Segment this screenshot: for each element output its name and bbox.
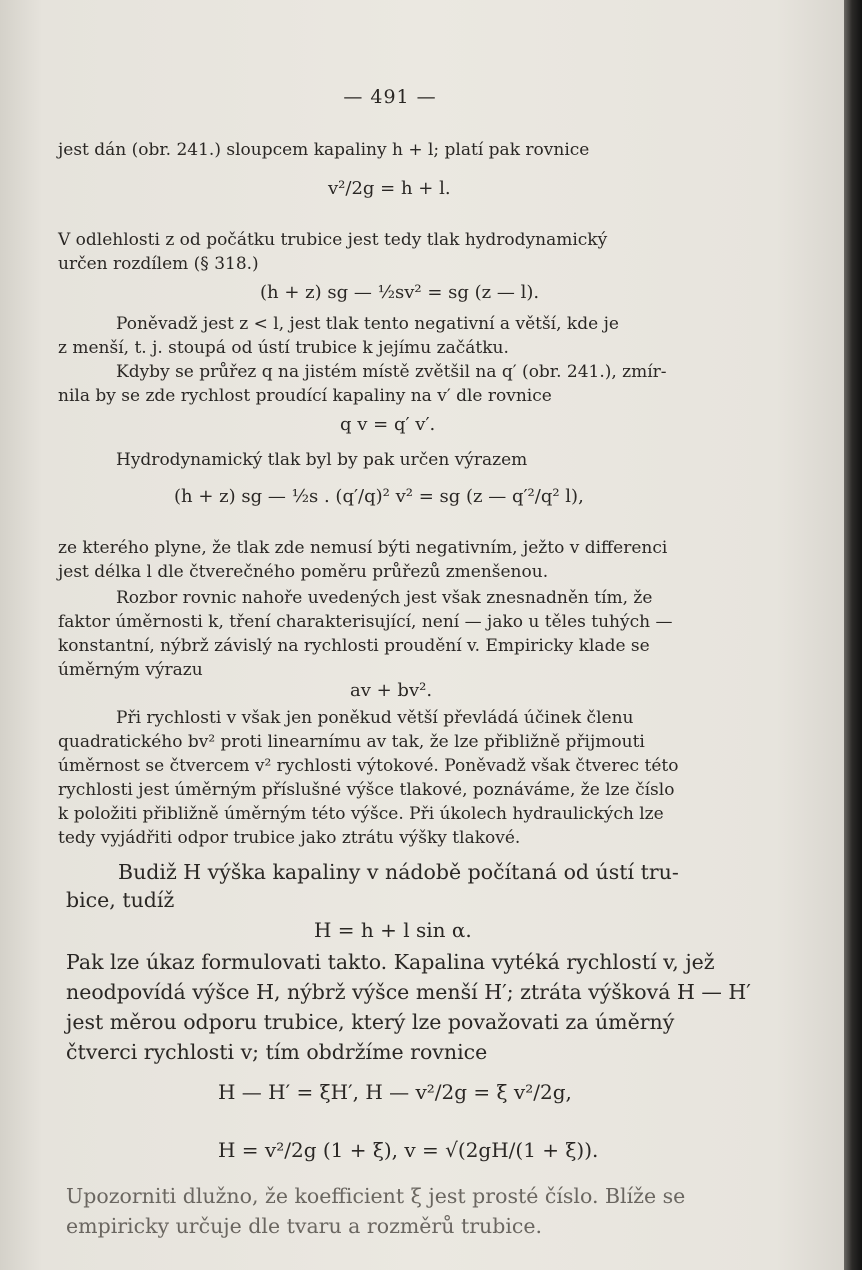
equation: v²/2g = h + l. [328, 178, 451, 199]
text-line: quadratického bv² proti linearnímu av tak, že lze přibližně přijmouti [58, 732, 645, 752]
page-number: — 491 — [343, 86, 437, 108]
equation: H — H′ = ξH′, H — v²/2g = ξ v²/2g, [218, 1080, 572, 1104]
text-line: Poněvadž jest z < l, jest tlak tento negativní a větší, kde je [116, 314, 619, 334]
text-line: Hydrodynamický tlak byl by pak určen výrazem [116, 450, 528, 470]
text-line: rychlosti jest úměrným příslušné výšce tlakové, poznáváme, že lze číslo [58, 780, 675, 800]
text-line: nila by se zde rychlost proudící kapaliny na v′ dle rovnice [58, 386, 552, 406]
text-line: Budiž H výška kapaliny v nádobě počítaná od ústí tru- [118, 860, 679, 884]
text-line: faktor úměrnosti k, tření charakterisující, není — jako u těles tuhých — [58, 612, 673, 632]
text-line: jest měrou odporu trubice, který lze považovati za úměrný [66, 1010, 675, 1034]
text-line: z menší, t. j. stoupá od ústí trubice k jejímu začátku. [58, 338, 509, 358]
text-line: neodpovídá výšce H, nýbrž výšce menší H′; ztráta výšková H — H′ [66, 980, 751, 1004]
text-line: jest dán (obr. 241.) sloupcem kapaliny h + l; platí pak rovnice [58, 140, 590, 160]
text-line: Kdyby se průřez q na jistém místě zvětšil na q′ (obr. 241.), zmír- [116, 362, 667, 382]
text-line: Při rychlosti v však jen poněkud větší převládá účinek členu [116, 708, 634, 728]
text-line: Pak lze úkaz formulovati takto. Kapalina vytéká rychlostí v, jež [66, 950, 715, 974]
text-line: V odlehlosti z od počátku trubice jest tedy tlak hydrodynamický [58, 230, 608, 250]
text-line: empiricky určuje dle tvaru a rozměrů trubice. [66, 1214, 543, 1238]
text-line: úměrným výrazu [58, 660, 203, 680]
equation: (h + z) sg — ½s . (q′/q)² v² = sg (z — q′²/q² l), [174, 486, 584, 507]
equation: av + bv². [350, 680, 433, 701]
text-line: jest délka l dle čtverečného poměru průřezů zmenšenou. [58, 562, 549, 582]
text-line: Rozbor rovnic nahoře uvedených jest však znesnadněn tím, že [116, 588, 653, 608]
text-line: úměrnost se čtvercem v² rychlosti výtokové. Poněvadž však čtverec této [58, 756, 679, 776]
equation: q v = q′ v′. [340, 414, 436, 435]
text-line: konstantní, nýbrž závislý na rychlosti proudění v. Empiricky klade se [58, 636, 650, 656]
text-line: tedy vyjádřiti odpor trubice jako ztrátu výšky tlakové. [58, 828, 521, 848]
equation: H = h + l sin α. [314, 918, 472, 942]
text-line: čtverci rychlosti v; tím obdržíme rovnice [66, 1040, 488, 1064]
page-edge-shadow [844, 0, 862, 1270]
text-line: ze kterého plyne, že tlak zde nemusí býti negativním, ježto v differenci [58, 538, 668, 558]
equation: (h + z) sg — ½sv² = sg (z — l). [260, 282, 540, 303]
text-line: Upozorniti dlužno, že koefficient ξ jest prosté číslo. Blíže se [66, 1184, 686, 1208]
text-line: bice, tudíž [66, 888, 175, 912]
equation: H = v²/2g (1 + ξ), v = √(2gH/(1 + ξ)). [218, 1138, 599, 1162]
text-line: určen rozdílem (§ 318.) [58, 254, 259, 274]
text-line: k položiti přibližně úměrným této výšce. Při úkolech hydraulických lze [58, 804, 664, 824]
